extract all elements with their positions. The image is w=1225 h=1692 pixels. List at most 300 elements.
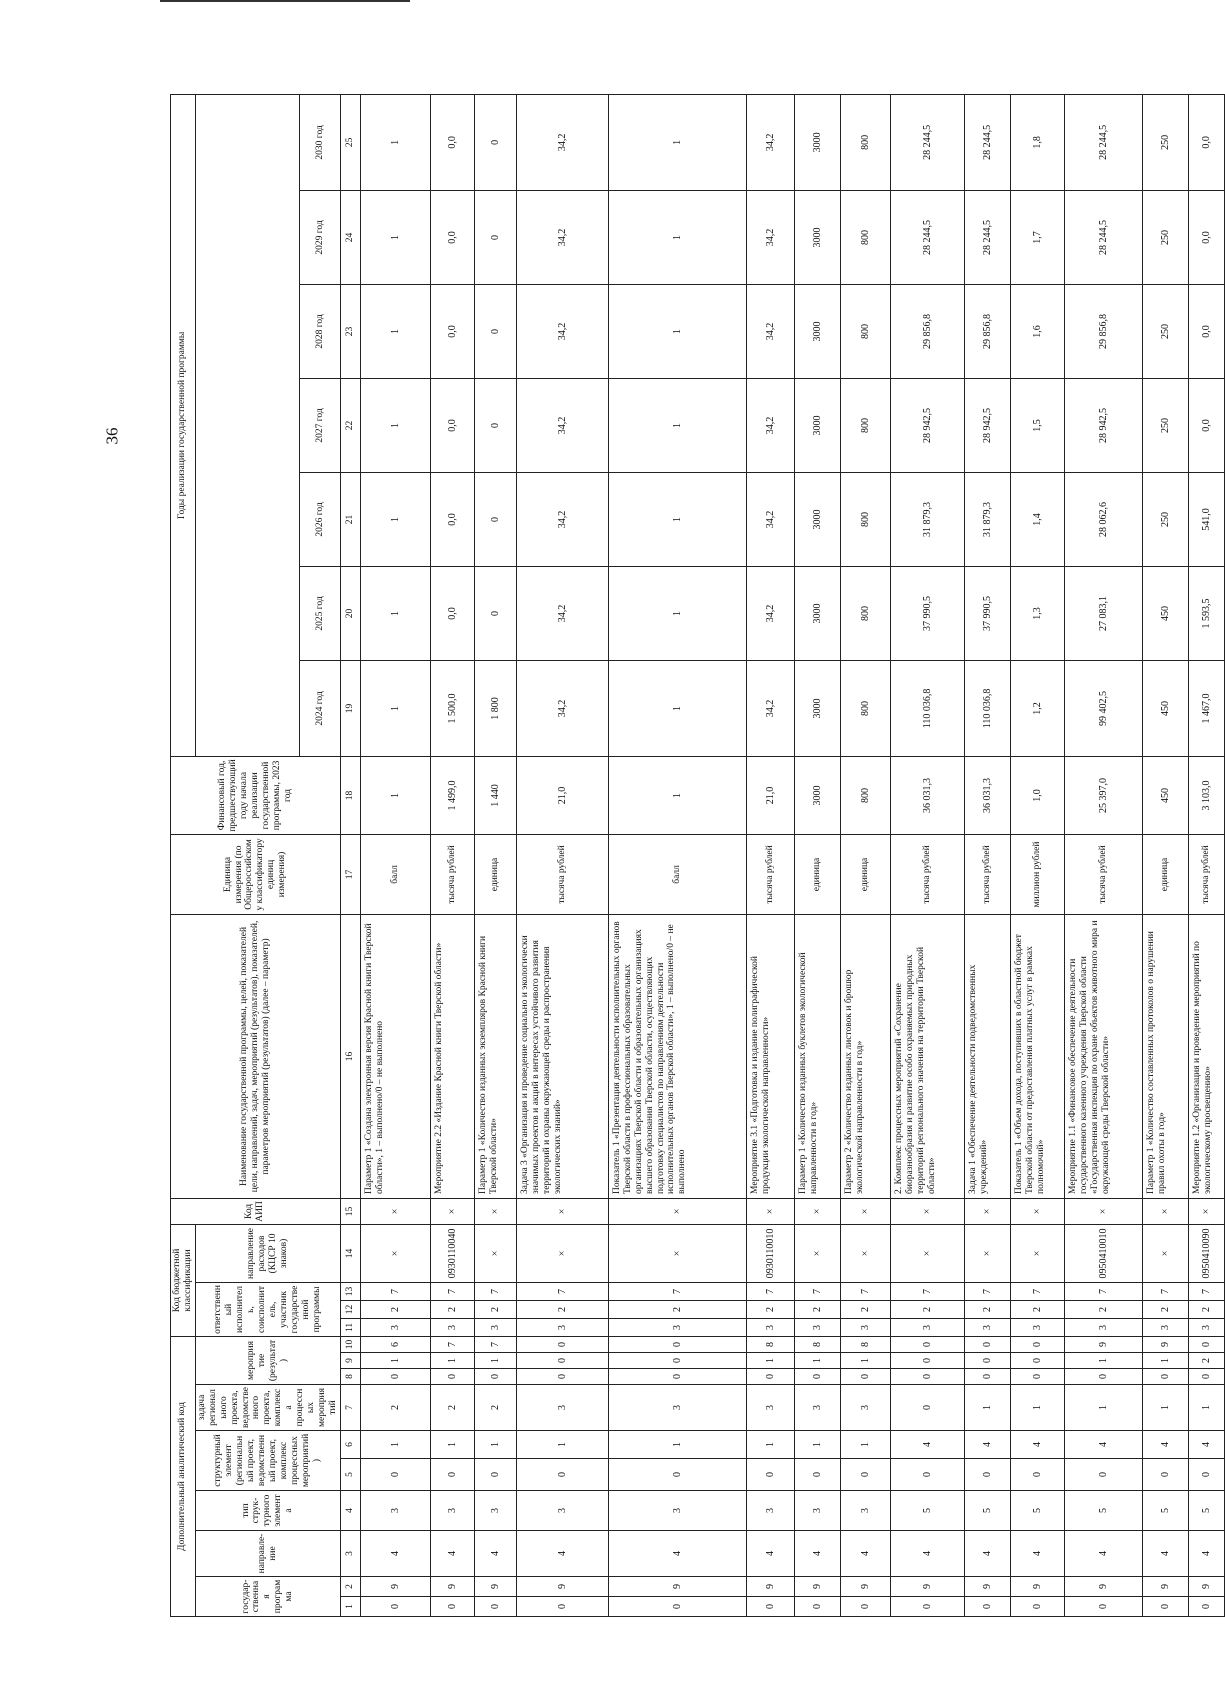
code-cell: 0 (964, 1353, 1010, 1369)
code-cell: 0 (430, 1459, 474, 1491)
code-cell: 1 (430, 1431, 474, 1459)
code-cell: 3 (608, 1385, 746, 1431)
year-value: 31 879,3 (890, 472, 964, 566)
code-cell: 7 (746, 1282, 794, 1300)
base-year-value: 36 031,3 (964, 756, 1010, 834)
code-cell: 0 (516, 1459, 608, 1491)
base-year-value: 3000 (794, 756, 840, 834)
year-value: 0,0 (1188, 378, 1224, 472)
code-cell: 0 (964, 1459, 1010, 1491)
kcsr-cell: × (474, 1224, 516, 1282)
row-name: Мероприятие 1.1 «Финансовое обеспечение деятельности государственного казенного учреждения Тверской области «Государственная инспекция по охране объектов животного мира и окружающей среды Тверской области» (1064, 914, 1142, 1198)
code-cell: 7 (840, 1282, 890, 1300)
col-number: 3 (340, 1531, 360, 1577)
year-value: 34,2 (516, 190, 608, 284)
year-value: 0 (474, 284, 516, 378)
year-value: 110 036,8 (890, 660, 964, 756)
code-cell: 1 (608, 1431, 746, 1459)
header-years-group: Годы реализации государственной программы (171, 94, 196, 756)
code-cell: 3 (516, 1491, 608, 1531)
year-value: 0,0 (1188, 94, 1224, 190)
code-cell: 3 (1064, 1318, 1142, 1336)
code-cell: 9 (1188, 1577, 1224, 1597)
code-cell: 2 (746, 1300, 794, 1318)
year-value: 34,2 (516, 94, 608, 190)
year-value: 28 244,5 (890, 190, 964, 284)
code-cell: 4 (1064, 1531, 1142, 1577)
header-dak-direction: направле-ние (195, 1531, 340, 1577)
table-row (746, 94, 794, 1616)
row-name: Мероприятие 1.2 «Организация и проведение мероприятий по экологическому просвещению» (1188, 914, 1224, 1198)
column-number-row (340, 94, 360, 1616)
code-cell: 9 (516, 1577, 608, 1597)
base-year-value: 450 (1142, 756, 1188, 834)
code-cell: 7 (1142, 1282, 1188, 1300)
code-cell: 0 (746, 1459, 794, 1491)
col-number: 22 (340, 378, 360, 472)
header-year-2029: 2029 год (300, 190, 340, 284)
kcsr-cell: × (964, 1224, 1010, 1282)
year-value: 34,2 (516, 284, 608, 378)
code-cell: 0 (1188, 1597, 1224, 1617)
row-name: Параметр 1 «Количество изданных экземпляров Красной книги Тверской области» (474, 914, 516, 1198)
row-name: Мероприятие 3.1 «Подготовка и издание полиграфической продукции экологической направленности» (746, 914, 794, 1198)
base-year-value: 25 397,0 (1064, 756, 1142, 834)
unit-cell: тысяча рублей (516, 834, 608, 914)
col-number: 9 (340, 1353, 360, 1369)
unit-cell: тысяча рублей (1188, 834, 1224, 914)
code-cell: 3 (1142, 1318, 1188, 1336)
year-value: 800 (840, 284, 890, 378)
code-cell: 0 (1188, 1369, 1224, 1385)
scan-top-rule (160, 0, 410, 2)
code-cell: 0 (890, 1336, 964, 1352)
code-cell: 2 (360, 1385, 430, 1431)
col-number: 19 (340, 660, 360, 756)
year-value: 0,0 (430, 472, 474, 566)
year-value: 800 (840, 566, 890, 660)
aip-cell: × (474, 1198, 516, 1224)
table-row (964, 94, 1010, 1616)
code-cell: 1 (1188, 1385, 1224, 1431)
unit-cell: единица (840, 834, 890, 914)
year-value: 0,0 (430, 284, 474, 378)
code-cell: 7 (430, 1282, 474, 1300)
year-value: 1 (360, 94, 430, 190)
aip-cell: × (1010, 1198, 1064, 1224)
year-value: 1 593,5 (1188, 566, 1224, 660)
code-cell: 0 (794, 1369, 840, 1385)
code-cell: 4 (1010, 1431, 1064, 1459)
code-cell: 0 (1010, 1369, 1064, 1385)
code-cell: 1 (794, 1431, 840, 1459)
code-cell: 0 (840, 1369, 890, 1385)
code-cell: 0 (840, 1459, 890, 1491)
code-cell: 2 (516, 1300, 608, 1318)
year-value: 1 (608, 378, 746, 472)
code-cell: 7 (1064, 1282, 1142, 1300)
year-value: 34,2 (516, 566, 608, 660)
code-cell: 9 (746, 1577, 794, 1597)
year-value: 34,2 (746, 472, 794, 566)
code-cell: 0 (474, 1369, 516, 1385)
year-value: 1 (608, 660, 746, 756)
base-year-value: 1 (360, 756, 430, 834)
year-value: 3000 (794, 660, 840, 756)
col-number: 25 (340, 94, 360, 190)
code-cell: 3 (608, 1491, 746, 1531)
code-cell: 5 (964, 1491, 1010, 1531)
year-value: 34,2 (746, 94, 794, 190)
col-number: 7 (340, 1385, 360, 1431)
code-cell: 1 (964, 1385, 1010, 1431)
year-value: 31 879,3 (964, 472, 1010, 566)
code-cell: 9 (1064, 1577, 1142, 1597)
table-row (516, 94, 608, 1616)
col-number: 15 (340, 1198, 360, 1224)
year-value: 250 (1142, 94, 1188, 190)
year-value: 1 (360, 190, 430, 284)
code-cell: 0 (964, 1597, 1010, 1617)
code-cell: 2 (360, 1300, 430, 1318)
aip-cell: × (964, 1198, 1010, 1224)
year-value: 28 942,5 (964, 378, 1010, 472)
code-cell: 8 (746, 1336, 794, 1352)
header-kbk-executor: ответственный исполнитель, соисполнитель, участник государственной программы (195, 1282, 340, 1336)
year-value: 28 244,5 (890, 94, 964, 190)
code-cell: 2 (890, 1300, 964, 1318)
unit-cell: балл (360, 834, 430, 914)
code-cell: 7 (890, 1282, 964, 1300)
year-value: 0 (474, 378, 516, 472)
code-cell: 2 (964, 1300, 1010, 1318)
header-unit: Единица измерения (по Общероссийскому классификатору единиц измерения) (171, 834, 341, 914)
code-cell: 3 (746, 1318, 794, 1336)
code-cell: 1 (1064, 1353, 1142, 1369)
year-value: 3000 (794, 566, 840, 660)
aip-cell: × (794, 1198, 840, 1224)
base-year-value: 36 031,3 (890, 756, 964, 834)
kcsr-cell: × (608, 1224, 746, 1282)
code-cell: 0 (1010, 1597, 1064, 1617)
year-value: 0 (474, 190, 516, 284)
year-value: 28 244,5 (964, 94, 1010, 190)
code-cell: 3 (516, 1318, 608, 1336)
table-row (840, 94, 890, 1616)
table-rotated-wrapper (170, 109, 1213, 1617)
unit-cell: единица (474, 834, 516, 914)
code-cell: 5 (1010, 1491, 1064, 1531)
col-number: 6 (340, 1431, 360, 1459)
year-value: 34,2 (516, 472, 608, 566)
year-value: 250 (1142, 284, 1188, 378)
header-dak-program: государ-ственная программа (195, 1577, 340, 1617)
year-value: 800 (840, 94, 890, 190)
year-value: 0 (474, 94, 516, 190)
code-cell: 4 (1142, 1531, 1188, 1577)
year-value: 1 800 (474, 660, 516, 756)
header-dak: Дополнительный аналитический код (171, 1336, 196, 1616)
code-cell: 9 (608, 1577, 746, 1597)
code-cell: 3 (746, 1385, 794, 1431)
table-row (1142, 94, 1188, 1616)
code-cell: 0 (890, 1353, 964, 1369)
unit-cell: балл (608, 834, 746, 914)
kcsr-cell: × (794, 1224, 840, 1282)
code-cell: 3 (794, 1385, 840, 1431)
base-year-value: 1 499,0 (430, 756, 474, 834)
code-cell: 3 (840, 1491, 890, 1531)
year-value: 28 942,5 (890, 378, 964, 472)
code-cell: 9 (890, 1577, 964, 1597)
code-cell: 0 (1064, 1369, 1142, 1385)
col-number: 13 (340, 1282, 360, 1300)
code-cell: 7 (516, 1282, 608, 1300)
code-cell: 3 (516, 1385, 608, 1431)
kcsr-cell: × (516, 1224, 608, 1282)
col-number: 11 (340, 1318, 360, 1336)
header-year-2030: 2030 год (300, 94, 340, 190)
col-number: 2 (340, 1577, 360, 1597)
aip-cell: × (608, 1198, 746, 1224)
year-value: 37 990,5 (964, 566, 1010, 660)
code-cell: 0 (794, 1597, 840, 1617)
kcsr-cell: × (840, 1224, 890, 1282)
code-cell: 1 (360, 1353, 430, 1369)
table-row (890, 94, 964, 1616)
code-cell: 4 (794, 1531, 840, 1577)
year-value: 1 (360, 284, 430, 378)
code-cell: 0 (1188, 1336, 1224, 1352)
code-cell: 0 (608, 1369, 746, 1385)
code-cell: 3 (430, 1491, 474, 1531)
table-body (340, 94, 1224, 1616)
unit-cell: тысяча рублей (890, 834, 964, 914)
year-value: 800 (840, 660, 890, 756)
year-value: 28 244,5 (964, 190, 1010, 284)
table-row (474, 94, 516, 1616)
code-cell: 7 (360, 1282, 430, 1300)
col-number: 23 (340, 284, 360, 378)
code-cell: 4 (1064, 1431, 1142, 1459)
code-cell: 7 (964, 1282, 1010, 1300)
year-value: 110 036,8 (964, 660, 1010, 756)
year-value: 450 (1142, 660, 1188, 756)
year-value: 1 (608, 566, 746, 660)
kcsr-cell: × (1142, 1224, 1188, 1282)
year-value: 3000 (794, 378, 840, 472)
code-cell: 2 (1064, 1300, 1142, 1318)
code-cell: 3 (608, 1318, 746, 1336)
year-value: 3000 (794, 94, 840, 190)
row-name: Задача 1 «Обеспечение деятельности подведомственных учреждений» (964, 914, 1010, 1198)
code-cell: 0 (474, 1597, 516, 1617)
year-value: 1 (360, 660, 430, 756)
code-cell: 2 (1188, 1300, 1224, 1318)
code-cell: 1 (1064, 1385, 1142, 1431)
program-table (170, 94, 1225, 1617)
year-value: 1,8 (1010, 94, 1064, 190)
code-cell: 0 (890, 1459, 964, 1491)
code-cell: 3 (1188, 1318, 1224, 1336)
year-value: 0 (474, 472, 516, 566)
header-dak-element: структурный элемент (региональный проект, ведомственный проект, комплекс процессных мероприятий) (195, 1431, 340, 1491)
year-value: 1,7 (1010, 190, 1064, 284)
code-cell: 7 (1188, 1282, 1224, 1300)
code-cell: 4 (840, 1531, 890, 1577)
code-cell: 8 (840, 1336, 890, 1352)
year-value: 1,4 (1010, 472, 1064, 566)
aip-cell: × (516, 1198, 608, 1224)
year-value: 1,3 (1010, 566, 1064, 660)
code-cell: 0 (608, 1597, 746, 1617)
code-cell: 0 (1142, 1369, 1188, 1385)
year-value: 34,2 (746, 284, 794, 378)
header-aip: Код АИП (171, 1198, 341, 1224)
code-cell: 0 (746, 1369, 794, 1385)
code-cell: 0 (964, 1336, 1010, 1352)
code-cell: 2 (1188, 1353, 1224, 1369)
code-cell: 0 (516, 1369, 608, 1385)
code-cell: 7 (474, 1282, 516, 1300)
code-cell: 4 (1188, 1531, 1224, 1577)
code-cell: 0 (794, 1459, 840, 1491)
col-number: 8 (340, 1369, 360, 1385)
code-cell: 2 (474, 1300, 516, 1318)
year-value: 0,0 (430, 566, 474, 660)
year-value: 29 856,8 (964, 284, 1010, 378)
col-number: 5 (340, 1459, 360, 1491)
unit-cell: тысяча рублей (746, 834, 794, 914)
code-cell: 0 (360, 1369, 430, 1385)
code-cell: 1 (1142, 1353, 1188, 1369)
code-cell: 8 (794, 1336, 840, 1352)
base-year-value: 1,0 (1010, 756, 1064, 834)
year-value: 450 (1142, 566, 1188, 660)
col-number: 4 (340, 1491, 360, 1531)
code-cell: 9 (1142, 1577, 1188, 1597)
code-cell: 2 (608, 1300, 746, 1318)
code-cell: 5 (890, 1491, 964, 1531)
code-cell: 0 (516, 1353, 608, 1369)
code-cell: 4 (430, 1531, 474, 1577)
year-value: 1 (360, 378, 430, 472)
year-value: 250 (1142, 378, 1188, 472)
year-value: 0,0 (1188, 284, 1224, 378)
unit-cell: единица (1142, 834, 1188, 914)
code-cell: 4 (1010, 1531, 1064, 1577)
aip-cell: × (890, 1198, 964, 1224)
year-value: 1,5 (1010, 378, 1064, 472)
code-cell: 0 (1010, 1353, 1064, 1369)
code-cell: 0 (890, 1597, 964, 1617)
code-cell: 1 (794, 1353, 840, 1369)
year-value: 800 (840, 378, 890, 472)
code-cell: 2 (430, 1300, 474, 1318)
header-year-2028: 2028 год (300, 284, 340, 378)
unit-cell: единица (794, 834, 840, 914)
year-value: 1 (608, 94, 746, 190)
code-cell: 1 (474, 1353, 516, 1369)
code-cell: 3 (430, 1318, 474, 1336)
header-year-2025: 2025 год (300, 566, 340, 660)
code-cell: 9 (840, 1577, 890, 1597)
code-cell: 0 (516, 1597, 608, 1617)
table-row (430, 94, 474, 1616)
row-name: 2. Комплекс процессных мероприятий «Сохранение биоразнообразия и развитие особо охраняемых природных территорий регионального значения на территории Тверской области» (890, 914, 964, 1198)
year-value: 1 (608, 190, 746, 284)
code-cell: 1 (360, 1431, 430, 1459)
code-cell: 4 (608, 1531, 746, 1577)
year-value: 34,2 (746, 378, 794, 472)
year-value: 541,0 (1188, 472, 1224, 566)
kcsr-cell: 0930110010 (746, 1224, 794, 1282)
code-cell: 2 (1142, 1300, 1188, 1318)
unit-cell: тысяча рублей (964, 834, 1010, 914)
header-dak-task: задача регионального проекта, ведомственного проекта, комплекса процессных мероприятий (195, 1385, 340, 1431)
col-number: 18 (340, 756, 360, 834)
year-value: 3000 (794, 472, 840, 566)
year-value: 28 244,5 (1064, 190, 1142, 284)
code-cell: 4 (890, 1431, 964, 1459)
aip-cell: × (840, 1198, 890, 1224)
code-cell: 0 (516, 1336, 608, 1352)
code-cell: 2 (794, 1300, 840, 1318)
year-value: 3000 (794, 190, 840, 284)
code-cell: 2 (430, 1385, 474, 1431)
code-cell: 0 (360, 1459, 430, 1491)
code-cell: 3 (794, 1318, 840, 1336)
aip-cell: × (1188, 1198, 1224, 1224)
code-cell: 5 (1064, 1491, 1142, 1531)
base-year-value: 1 (608, 756, 746, 834)
code-cell: 4 (1188, 1431, 1224, 1459)
header-kbk: Код бюджетной классификации (171, 1224, 196, 1336)
year-value: 1,2 (1010, 660, 1064, 756)
year-value: 27 083,1 (1064, 566, 1142, 660)
code-cell: 2 (474, 1385, 516, 1431)
code-cell: 9 (1010, 1577, 1064, 1597)
year-value: 1 (360, 472, 430, 566)
code-cell: 0 (608, 1336, 746, 1352)
code-cell: 0 (608, 1353, 746, 1369)
col-number: 12 (340, 1300, 360, 1318)
code-cell: 9 (430, 1577, 474, 1597)
code-cell: 1 (746, 1353, 794, 1369)
code-cell: 7 (1010, 1282, 1064, 1300)
code-cell: 1 (840, 1353, 890, 1369)
unit-cell: миллион рублей (1010, 834, 1064, 914)
code-cell: 1 (430, 1353, 474, 1369)
code-cell: 1 (1142, 1385, 1188, 1431)
code-cell: 4 (964, 1431, 1010, 1459)
code-cell: 7 (430, 1336, 474, 1352)
code-cell: 4 (746, 1531, 794, 1577)
code-cell: 4 (516, 1531, 608, 1577)
base-year-value: 1 440 (474, 756, 516, 834)
code-cell: 5 (1188, 1491, 1224, 1531)
code-cell: 0 (1142, 1597, 1188, 1617)
year-value: 1 (608, 284, 746, 378)
year-value: 1 467,0 (1188, 660, 1224, 756)
row-name: Параметр 1 «Создана электронная версия Красной книги Тверской области», 1 – выполнено/0 – не выполнено (360, 914, 430, 1198)
kcsr-cell: 0930110040 (430, 1224, 474, 1282)
aip-cell: × (1064, 1198, 1142, 1224)
header-kbk-kcsr: направление расходов (КЦСР 10 знаков) (195, 1224, 340, 1282)
year-value: 1 (608, 472, 746, 566)
aip-cell: × (430, 1198, 474, 1224)
year-value: 34,2 (516, 378, 608, 472)
